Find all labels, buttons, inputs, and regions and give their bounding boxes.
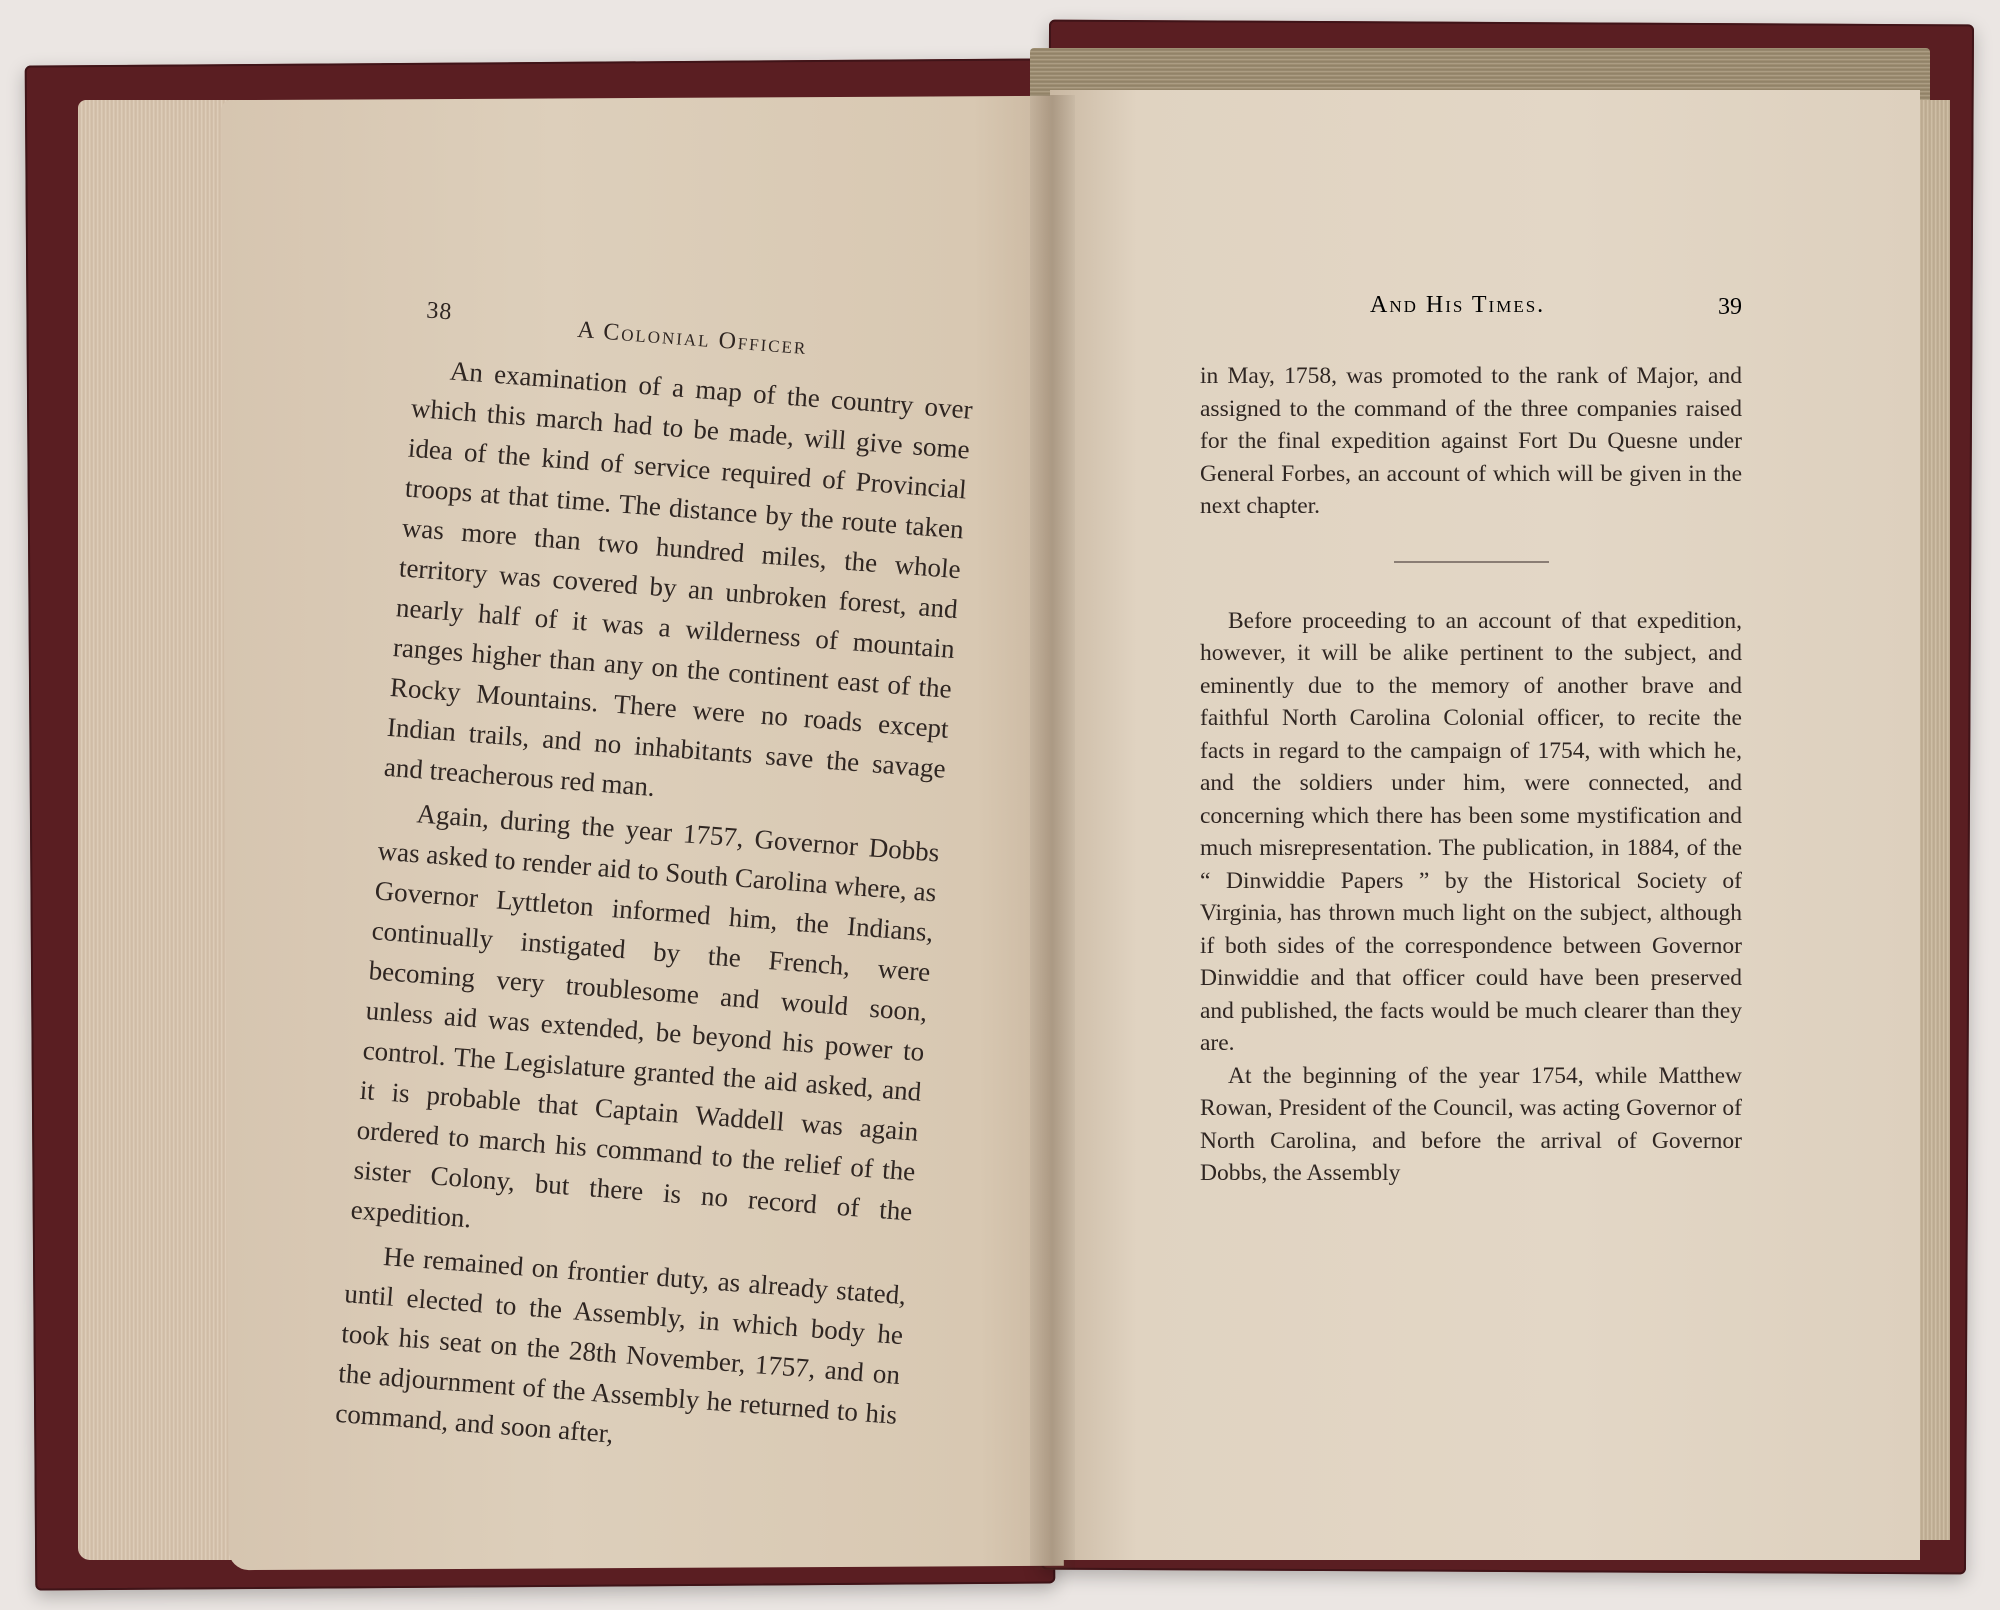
- paragraph: Again, during the year 1757, Governor Dobbs was asked to render aid to South Carolina where, as Governor Lyttleton informed him, the Indians, continually instigated by the French, were becoming very troublesome and would soon, unless aid was extended, be beyond his power to control. The Legislature granted the aid asked, and it is probable that Captain Waddell was again ordered to march his command to the relief of the sister Colony, but there is no record of the expedition.: [349, 798, 941, 1234]
- paragraph: Before proceeding to an account of that expedition, however, it will be alike pertinent to the subject, and eminently due to the memory of another brave and faithful North Carolina Colonial officer, to recite the facts in regard to the campaign of 1754, with which he, and the soldiers under him, were connected, and concerning which there has been some mystification and much misrepresentation. The publication, in 1884, of the “ Dinwiddie Papers ” by the Historical Society of Virginia, has thrown much light on the subject, although if both sides of the correspondence between Governor Dinwiddie and that officer could have been preserved and published, the facts would be much clearer than they are.: [1200, 607, 1742, 1056]
- paragraph: He remained on frontier duty, as already stated, until elected to the Assembly, in which body he took his seat on the 28th November, 1757, and on the adjournment of the Assembly he returned to his command, and soon after,: [334, 1241, 908, 1449]
- running-head: And His Times.: [1370, 292, 1546, 318]
- paragraph: At the beginning of the year 1754, while Matthew Rowan, President of the Council, was acting Governor of North Carolina, and before the arrival of Governor Dobbs, the Assembly: [1200, 1062, 1742, 1186]
- page-number: 38: [425, 297, 454, 326]
- section-separator: [1394, 561, 1549, 563]
- left-page-text: [334, 290, 979, 1479]
- right-page-text: [1200, 360, 1742, 1190]
- paragraph: in May, 1758, was promoted to the rank of Major, and assigned to the command of the three companies raised for the final expedition against Fort Du Quesne under General Forbes, an account of which will be given in the next chapter.: [1200, 363, 1742, 519]
- page-number: 39: [1718, 294, 1742, 320]
- book-gutter: [1030, 95, 1075, 1570]
- page-edges-right: [1920, 100, 1950, 1540]
- paragraph: An examination of a map of the country over which this march had to be made, will give some idea of the kind of service required of Provincial troops at that time. The distance by the route taken was more than two hundred miles, the whole territory was covered by an unbroken forest, and nearly half of it was a wilderness of mountain ranges higher than any on the continent east of the Rocky Mountains. There were no roads except Indian trails, and no inhabitants save the savage and treacherous red man.: [383, 355, 974, 802]
- running-head: A Colonial Officer: [576, 316, 809, 361]
